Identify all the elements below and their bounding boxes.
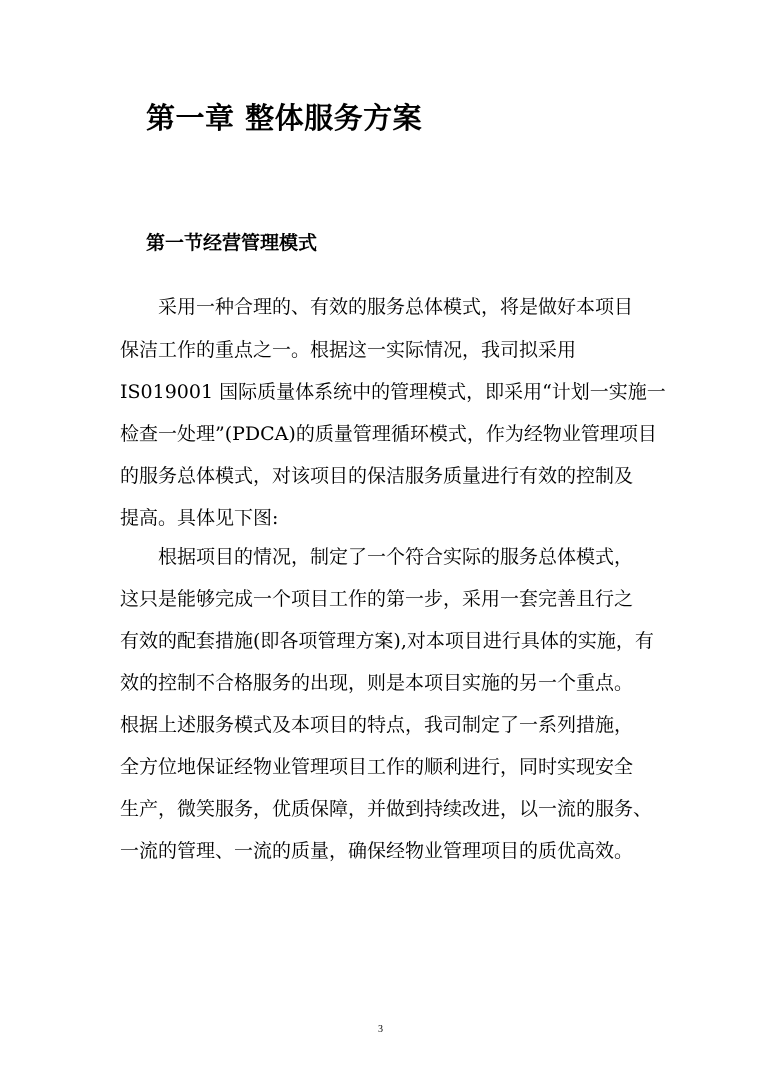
body-line: 根据项目的情况，制定了一个符合实际的服务总体模式， (158, 546, 634, 568)
body-line: 效的控制不合格服务的出现，则是本项目实施的另一个重点。 (120, 672, 634, 694)
body-line: 一流的管理、一流的质量，确保经物业管理项目的质优高效。 (120, 840, 634, 862)
body-line: 全方位地保证经物业管理项目工作的顺利进行，同时实现安全 (120, 756, 634, 778)
body-line: 的服务总体模式，对该项目的保洁服务质量进行有效的控制及 (120, 465, 634, 487)
body-line: 生产，微笑服务，优质保障，并做到持续改进，以一流的服务、 (120, 798, 653, 820)
body-line: 根据上述服务模式及本项目的特点，我司制定了一系列措施， (120, 714, 634, 736)
body-line: IS019001 国际质量体系统中的管理模式，即采用“计划一实施一 (120, 381, 666, 403)
body-line: 检查一处理”(PDCA)的质量管理循环模式，作为经物业管理项目 (120, 423, 657, 445)
body-line: 保洁工作的重点之一。根据这一实际情况，我司拟采用 (120, 339, 577, 361)
page-number: 3 (378, 1024, 383, 1035)
body-line: 采用一种合理的、有效的服务总体模式，将是做好本项目 (158, 296, 634, 318)
section-title: 第一节经营管理模式 (146, 232, 318, 254)
body-line: 有效的配套措施(即各项管理方案),对本项目进行具体的实施，有 (120, 630, 654, 652)
body-line: 这只是能够完成一个项目工作的第一步，采用一套完善且行之 (120, 588, 634, 610)
chapter-title: 第一章 整体服务方案 (146, 101, 423, 135)
body-line: 提高。具体见下图: (120, 507, 279, 529)
